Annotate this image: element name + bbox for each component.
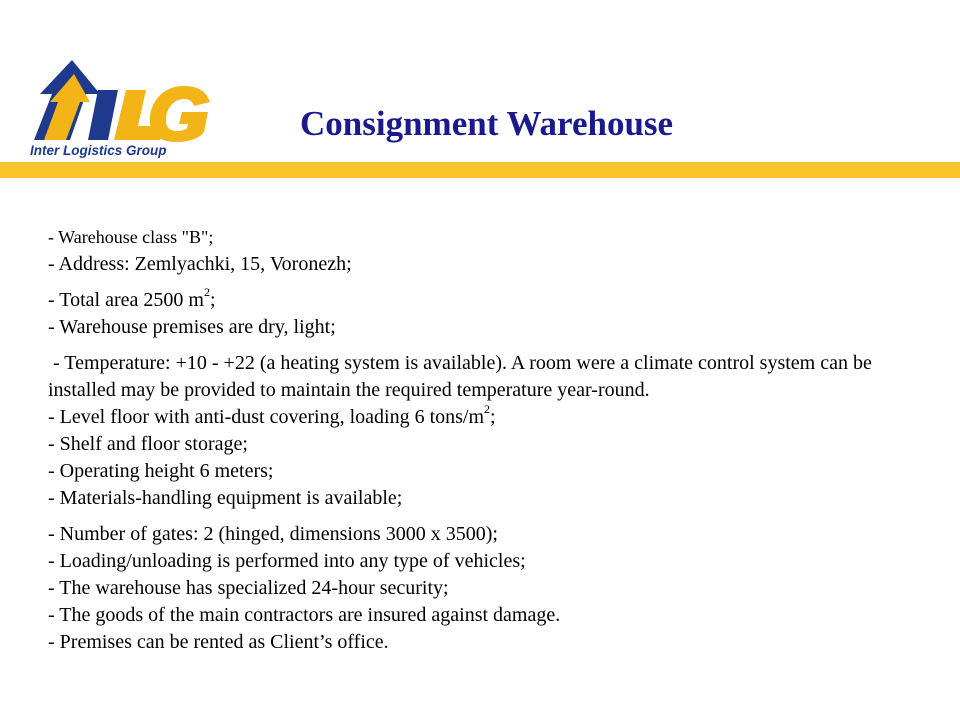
list-item: - Address: Zemlyachki, 15, Voronezh; (48, 253, 352, 275)
list-item: - Number of gates: 2 (hinged, dimensions 3000 x 3500); (48, 523, 498, 545)
list-item: - The goods of the main contractors are insured against damage. (48, 604, 561, 626)
list-item: - Warehouse premises are dry, light; (48, 316, 336, 338)
list-item: - Premises can be rented as Client’s office. (48, 631, 389, 653)
page-title: Consignment Warehouse (300, 104, 674, 143)
list-item: - Loading/unloading is performed into any type of vehicles; (48, 550, 526, 572)
ilg-logo-graphic (0, 44, 245, 164)
list-item: - Materials-handling equipment is available; (48, 487, 403, 509)
list-item: - Temperature: +10 - +22 (a heating system is available). A room were a climate control system can be installed may be provided to maintain the required temperature year-round. (48, 352, 877, 401)
list-item: - The warehouse has specialized 24-hour security; (48, 577, 449, 599)
list-item: - Warehouse class "B"; (48, 227, 214, 247)
list-item: - Operating height 6 meters; (48, 460, 274, 482)
header-band (0, 162, 960, 178)
list-item: - Shelf and floor storage; (48, 433, 248, 455)
superscript: 2 (203, 285, 210, 300)
list-item: - Total area 2500 $m^2$; (48, 285, 216, 311)
list-item: - Level floor with anti-dust covering, loading 6 tons/$m^2$; (48, 402, 496, 428)
logo-subtitle: Inter Logistics Group (30, 143, 167, 158)
company-logo (0, 44, 245, 164)
feature-list (48, 224, 943, 656)
superscript: 2 (484, 402, 491, 417)
